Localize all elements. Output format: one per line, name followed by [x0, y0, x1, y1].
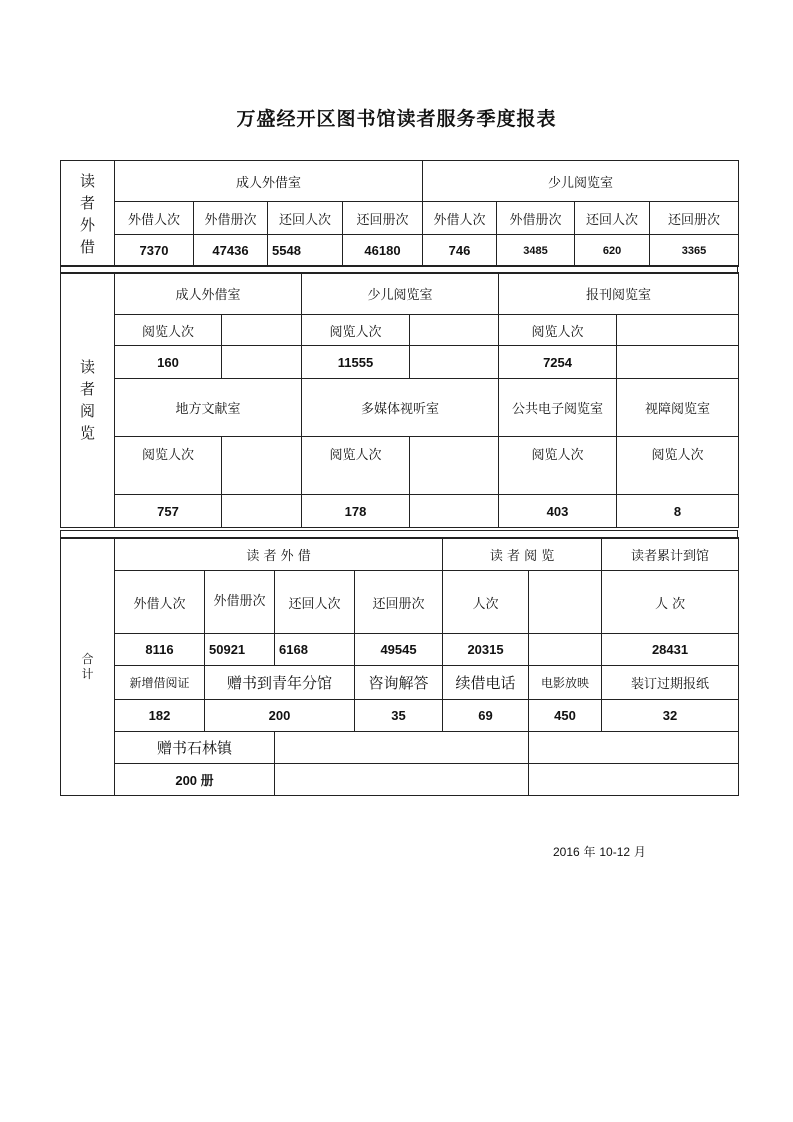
value-cell: 49545	[355, 634, 443, 666]
header-lend-visits: 外借人次	[115, 571, 205, 634]
value-cell: 69	[443, 700, 529, 732]
empty-cell	[617, 346, 739, 379]
value-cell: 620	[575, 235, 650, 267]
value-cell: 11555	[302, 346, 410, 379]
empty-cell	[410, 346, 499, 379]
donation-shilin-value: 200 册	[115, 764, 275, 796]
empty-cell	[222, 346, 302, 379]
header-return-volumes: 还回册次	[650, 202, 739, 235]
value-cell: 5548	[268, 235, 343, 267]
room-local-documents: 地方文献室	[115, 379, 302, 437]
empty-cell	[410, 315, 499, 346]
value-cell: 50921	[205, 634, 275, 666]
value-cell: 20315	[443, 634, 529, 666]
value-cell: 3485	[497, 235, 575, 267]
header-return-volumes: 还回册次	[355, 571, 443, 634]
value-cell: 7370	[115, 235, 194, 267]
donation-shilin-label: 赠书石林镇	[115, 732, 275, 764]
header-return-visits: 还回人次	[275, 571, 355, 634]
header-reading-visits: 阅览人次	[499, 437, 617, 495]
report-period: 2016 年 10-12 月	[553, 845, 646, 859]
value-cell: 6168	[275, 634, 355, 666]
page-title: 万盛经开区图书馆读者服务季度报表	[236, 108, 557, 130]
room-multimedia: 多媒体视听室	[302, 379, 499, 437]
empty-cell	[410, 437, 499, 495]
value-cell: 7254	[499, 346, 617, 379]
header-reading-visits: 阅览人次	[499, 315, 617, 346]
empty-cell	[222, 495, 302, 528]
empty-cell	[617, 315, 739, 346]
header-lend-volumes: 外借册次	[205, 571, 275, 634]
header-reading-visits: 阅览人次	[302, 315, 410, 346]
room-children-reading: 少儿阅览室	[302, 273, 499, 315]
header-lend-volumes: 外借册次	[194, 202, 268, 235]
room-visually-impaired: 视障阅览室	[617, 379, 739, 437]
value-cell: 182	[115, 700, 205, 732]
room-periodicals: 报刊阅览室	[499, 273, 739, 315]
header-lend-visits: 外借人次	[115, 202, 194, 235]
value-cell: 32	[602, 700, 739, 732]
total-side-label: 合 计	[61, 538, 115, 796]
header-bound-newspapers: 装订过期报纸	[602, 666, 739, 700]
header-new-cards: 新增借阅证	[115, 666, 205, 700]
room-e-reading: 公共电子阅览室	[499, 379, 617, 437]
empty-cell	[410, 495, 499, 528]
header-lend-visits: 外借人次	[423, 202, 497, 235]
reading-side-label: 读 者 阅 览	[61, 273, 115, 528]
value-cell: 8116	[115, 634, 205, 666]
room-adult-lending: 成人外借室	[115, 161, 423, 202]
total-table	[60, 537, 739, 796]
header-consultation: 咨询解答	[355, 666, 443, 700]
header-film-screening: 电影放映	[529, 666, 602, 700]
value-cell: 3365	[650, 235, 739, 267]
value-cell: 200	[205, 700, 355, 732]
empty-cell	[529, 764, 739, 796]
header-return-visits: 还回人次	[575, 202, 650, 235]
lending-side-label: 读 者 外 借	[61, 161, 115, 267]
value-cell: 403	[499, 495, 617, 528]
header-donation-youth-branch: 赠书到青年分馆	[205, 666, 355, 700]
value-cell: 757	[115, 495, 222, 528]
header-renewal-phone: 续借电话	[443, 666, 529, 700]
header-visits: 人 次	[602, 571, 739, 634]
header-visits: 人次	[443, 571, 529, 634]
header-return-visits: 还回人次	[268, 202, 343, 235]
value-cell: 160	[115, 346, 222, 379]
value-cell: 46180	[343, 235, 423, 267]
empty-cell	[529, 732, 739, 764]
value-cell: 178	[302, 495, 410, 528]
empty-cell	[222, 437, 302, 495]
value-cell: 8	[617, 495, 739, 528]
value-cell: 28431	[602, 634, 739, 666]
group-reader-reading: 读 者 阅 览	[443, 538, 602, 571]
header-reading-visits: 阅览人次	[617, 437, 739, 495]
value-cell: 746	[423, 235, 497, 267]
group-total-visits: 读者累计到馆	[602, 538, 739, 571]
header-return-volumes: 还回册次	[343, 202, 423, 235]
header-reading-visits: 阅览人次	[115, 315, 222, 346]
lending-table	[60, 160, 739, 267]
value-cell: 35	[355, 700, 443, 732]
group-reader-lending: 读 者 外 借	[115, 538, 443, 571]
empty-cell	[275, 732, 529, 764]
header-reading-visits: 阅览人次	[302, 437, 410, 495]
room-adult-lending: 成人外借室	[115, 273, 302, 315]
value-cell: 47436	[194, 235, 268, 267]
empty-cell	[275, 764, 529, 796]
header-reading-visits: 阅览人次	[115, 437, 222, 495]
empty-cell	[222, 315, 302, 346]
empty-cell	[529, 571, 602, 634]
room-children-reading: 少儿阅览室	[423, 161, 739, 202]
empty-cell	[529, 634, 602, 666]
value-cell: 450	[529, 700, 602, 732]
reading-table	[60, 272, 739, 528]
header-lend-volumes: 外借册次	[497, 202, 575, 235]
